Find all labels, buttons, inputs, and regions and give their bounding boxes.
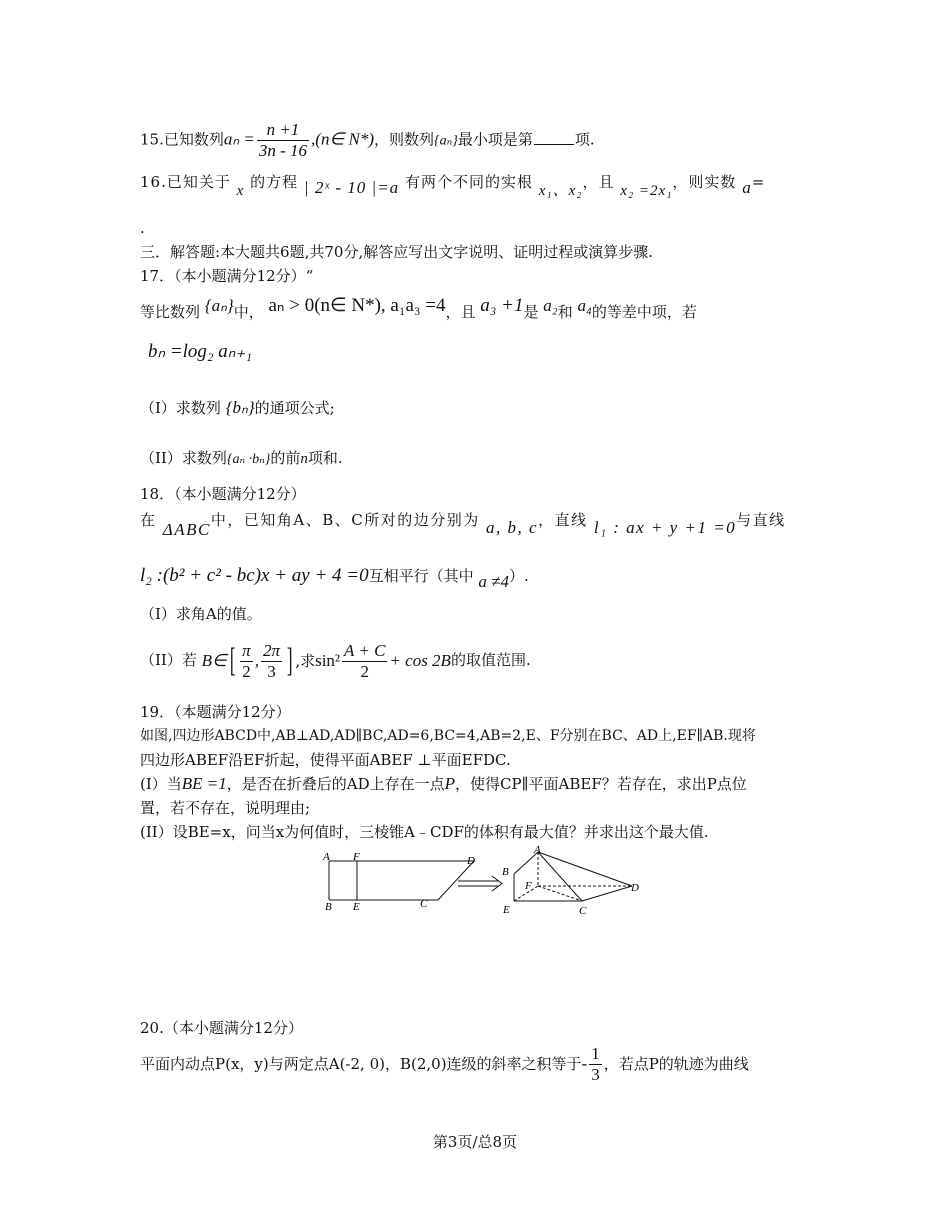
q16-prefix: 16.已知关于: [140, 173, 231, 191]
q19-line4: 置，若不存在，说明理由;: [140, 799, 311, 817]
q16-text1: 的方程: [250, 173, 299, 191]
q19-figure: [320, 844, 650, 924]
q17-seq-an: {aₙ}: [204, 296, 234, 315]
q20-frac-den: 3: [591, 1064, 600, 1084]
q18-cos2b: + cos 2B: [389, 651, 451, 670]
q19-line1: 如图,四边形ABCD中,AB⊥AD,AD∥BC,AD=6,BC=4,AB=2,E、F分别在BC、AD上,EF∥AB.现将: [140, 728, 756, 744]
q17-p2-seq: {aₙ ·bₙ}: [226, 452, 271, 467]
q17-a2: a₂: [543, 296, 558, 315]
q17-a4: a₄: [577, 296, 592, 315]
q18-text-d: 与直线: [736, 511, 786, 529]
fig-label-C: C: [420, 898, 428, 910]
q16-dot: .: [140, 219, 145, 237]
fig-label-D: D: [467, 855, 475, 867]
q20-header: 20.（本小题满分12分）: [140, 1019, 303, 1037]
q17-p2-text-b: 的前: [270, 449, 301, 467]
q18-text-b: 中，已知角A、B、C所对的边分别为: [210, 511, 480, 529]
q17-p2-text-c: 项和.: [307, 449, 343, 467]
q15-suffix: 最小项是第: [457, 130, 533, 149]
fig2-label-D: D: [631, 882, 639, 894]
q19-line5: (II）设BE=x，问当x为何值时，三棱锥A﹣CDF的体积有最大值？并求出这个最大值.: [140, 823, 709, 841]
q18-part1: （I）求角A的值。: [140, 605, 262, 623]
q18-header: 18．（本小题满分12分）: [140, 485, 306, 503]
q19-line3: [140, 774, 747, 794]
q20-line1: [140, 1042, 749, 1085]
q16-text3: ，且: [582, 173, 615, 191]
q15-answer-blank[interactable]: [534, 130, 574, 145]
q19-text-c: ，使得CP∥平面ABEF？若存在，求出P点位: [455, 775, 747, 793]
q18-right-bracket: ]: [286, 642, 293, 679]
q20-text-a: 平面内动点P(x，y)与两定点A(-2, 0)，B(2,0)连级的斜率之积等于: [140, 1055, 582, 1073]
q18-ac-den: 2: [360, 661, 369, 681]
q20-text-b: ，若点P的轨迹为曲线: [603, 1055, 749, 1073]
fig-label-F: F: [353, 851, 360, 863]
q18-frac-2pi3: [261, 641, 282, 682]
q17-part1: [140, 398, 335, 418]
q15-fraction: [257, 120, 309, 161]
fig-label-B: B: [325, 901, 332, 913]
q18-line2: [140, 565, 529, 591]
q18-abc: a, b, c: [486, 518, 539, 537]
q17-text-f: 的等差中项，若: [591, 303, 697, 321]
q16-text2: 有两个不同的实根: [404, 173, 533, 191]
q17-p1-seq: {bₙ}: [225, 398, 255, 417]
q15-numerator: n +1: [257, 120, 309, 141]
q18-line-l2: l₂ :(b² + c² - bc)x + ay + 4 =0: [140, 565, 369, 586]
q18-B-in: B∈: [201, 651, 227, 670]
q18-frac-ac: [342, 641, 387, 682]
q18-a-neq-4: a ≠4: [478, 572, 509, 591]
q18-ac-num: A + C: [344, 640, 386, 660]
q17-line1: [140, 295, 697, 321]
folded-solid: [514, 852, 632, 901]
q18-2pi3-den: 3: [267, 661, 276, 681]
q18-left-bracket: [: [229, 642, 236, 679]
q15-denominator: 3n - 16: [258, 141, 308, 160]
q17-text-e: 和: [557, 303, 573, 321]
q15-end: 项.: [574, 130, 595, 149]
q19-be: BE =1: [181, 774, 227, 793]
q17-header: 17．（本小题满分12分）“: [140, 267, 314, 285]
q18-p2-text-a: （II）若: [140, 651, 197, 669]
q17-text-c: ，且: [445, 303, 476, 321]
q17-seq-label: aₙ: [211, 296, 227, 315]
q17-a3: a₃ +1: [480, 295, 524, 316]
fig2-label-F: F: [525, 880, 532, 892]
q17-p1-text-a: （I）求数列: [140, 399, 221, 417]
q15-prefix: 15.已知数列: [140, 130, 224, 149]
q16-roots: x₁、x₂: [538, 183, 583, 199]
q18-sin2: sin²: [315, 651, 341, 670]
q18-line-l1: l₁ : ax + y +1 =0: [593, 518, 737, 537]
q17-bn-def: [148, 342, 252, 362]
q16-a: a: [742, 178, 752, 197]
q19-header: 19．（本题满分12分）: [140, 703, 291, 721]
q18-triangle: ΔABC: [162, 520, 211, 539]
q20-fraction: [589, 1044, 602, 1085]
q18-text-e: 互相平行（其中: [368, 567, 474, 585]
q20-minus: -: [581, 1054, 588, 1073]
q18-p2-text-b: ,求: [295, 652, 316, 670]
q17-p2-n: n: [300, 451, 308, 467]
double-arrow-icon: [458, 876, 502, 891]
fig-label-E: E: [353, 901, 360, 913]
q18-pi2-num: π: [242, 640, 251, 660]
q18-text-c: ，直线: [538, 511, 588, 529]
q16-equation: | 2ˣ - 10 |=a: [303, 178, 400, 197]
q18-part2: [140, 640, 531, 682]
q17-bn: bₙ =log₂ aₙ₊₁: [148, 341, 252, 362]
q18-p2-text-c: 的取值范围.: [450, 651, 531, 669]
q17-text-a: 等比数列: [140, 303, 201, 321]
fig2-label-C: C: [579, 905, 587, 917]
q16-x: x: [236, 183, 245, 199]
q19-line2: 四边形ABEF沿EF折起，使得平面ABEF ⊥平面EFDC.: [140, 751, 511, 769]
q16-relation: x₂ =2x₁: [620, 183, 673, 199]
q17-condition: aₙ > 0(n∈ N*), a₁a₃ =4: [268, 295, 446, 316]
page-footer: 第3页/总8页: [432, 1133, 518, 1151]
fig2-label-B: B: [502, 866, 509, 878]
q15-mid: ，则数列: [374, 130, 435, 149]
section-3-heading: 三．解答题:本大题共6题,共70分,解答应写出文字说明、证明过程或演算步骤.: [140, 243, 653, 261]
q18-2pi3-num: 2π: [262, 640, 280, 660]
q16-text4: ，则实数: [672, 173, 737, 191]
q17-p1-text-b: 的通项公式;: [254, 399, 335, 417]
q18-line1: [140, 510, 786, 539]
q15-sequence: {aₙ}: [434, 133, 458, 149]
question-15: [140, 120, 595, 161]
q17-text-b: 中，: [233, 303, 264, 321]
q18-pi2-den: 2: [242, 661, 251, 681]
q19-text-b: ，是否在折叠后的AD上存在一点: [226, 775, 445, 793]
q16-equals: =: [751, 173, 766, 191]
q19-p: P: [444, 774, 456, 793]
question-16: [140, 172, 766, 199]
flat-quadrilateral: [329, 861, 474, 900]
q15-a-n: aₙ =: [223, 129, 255, 149]
fig2-label-A: A: [534, 844, 541, 856]
q15-condition: ,(n∈ N*): [311, 129, 375, 149]
q18-comma: ,: [254, 651, 259, 670]
q18-text-a: 在: [140, 511, 157, 529]
q19-text-a: (I）当: [140, 775, 182, 793]
fig2-label-E: E: [503, 904, 510, 916]
q17-part2: [140, 448, 343, 470]
q18-text-f: ）.: [509, 567, 529, 585]
q20-frac-num: 1: [591, 1043, 600, 1063]
q17-p2-text-a: （II）求数列: [140, 449, 227, 467]
fig-label-A: A: [323, 851, 330, 863]
q18-frac-pi2: [240, 641, 253, 682]
q17-p1-seq-label: bₙ: [232, 398, 248, 417]
q17-text-d: 是: [523, 303, 539, 321]
